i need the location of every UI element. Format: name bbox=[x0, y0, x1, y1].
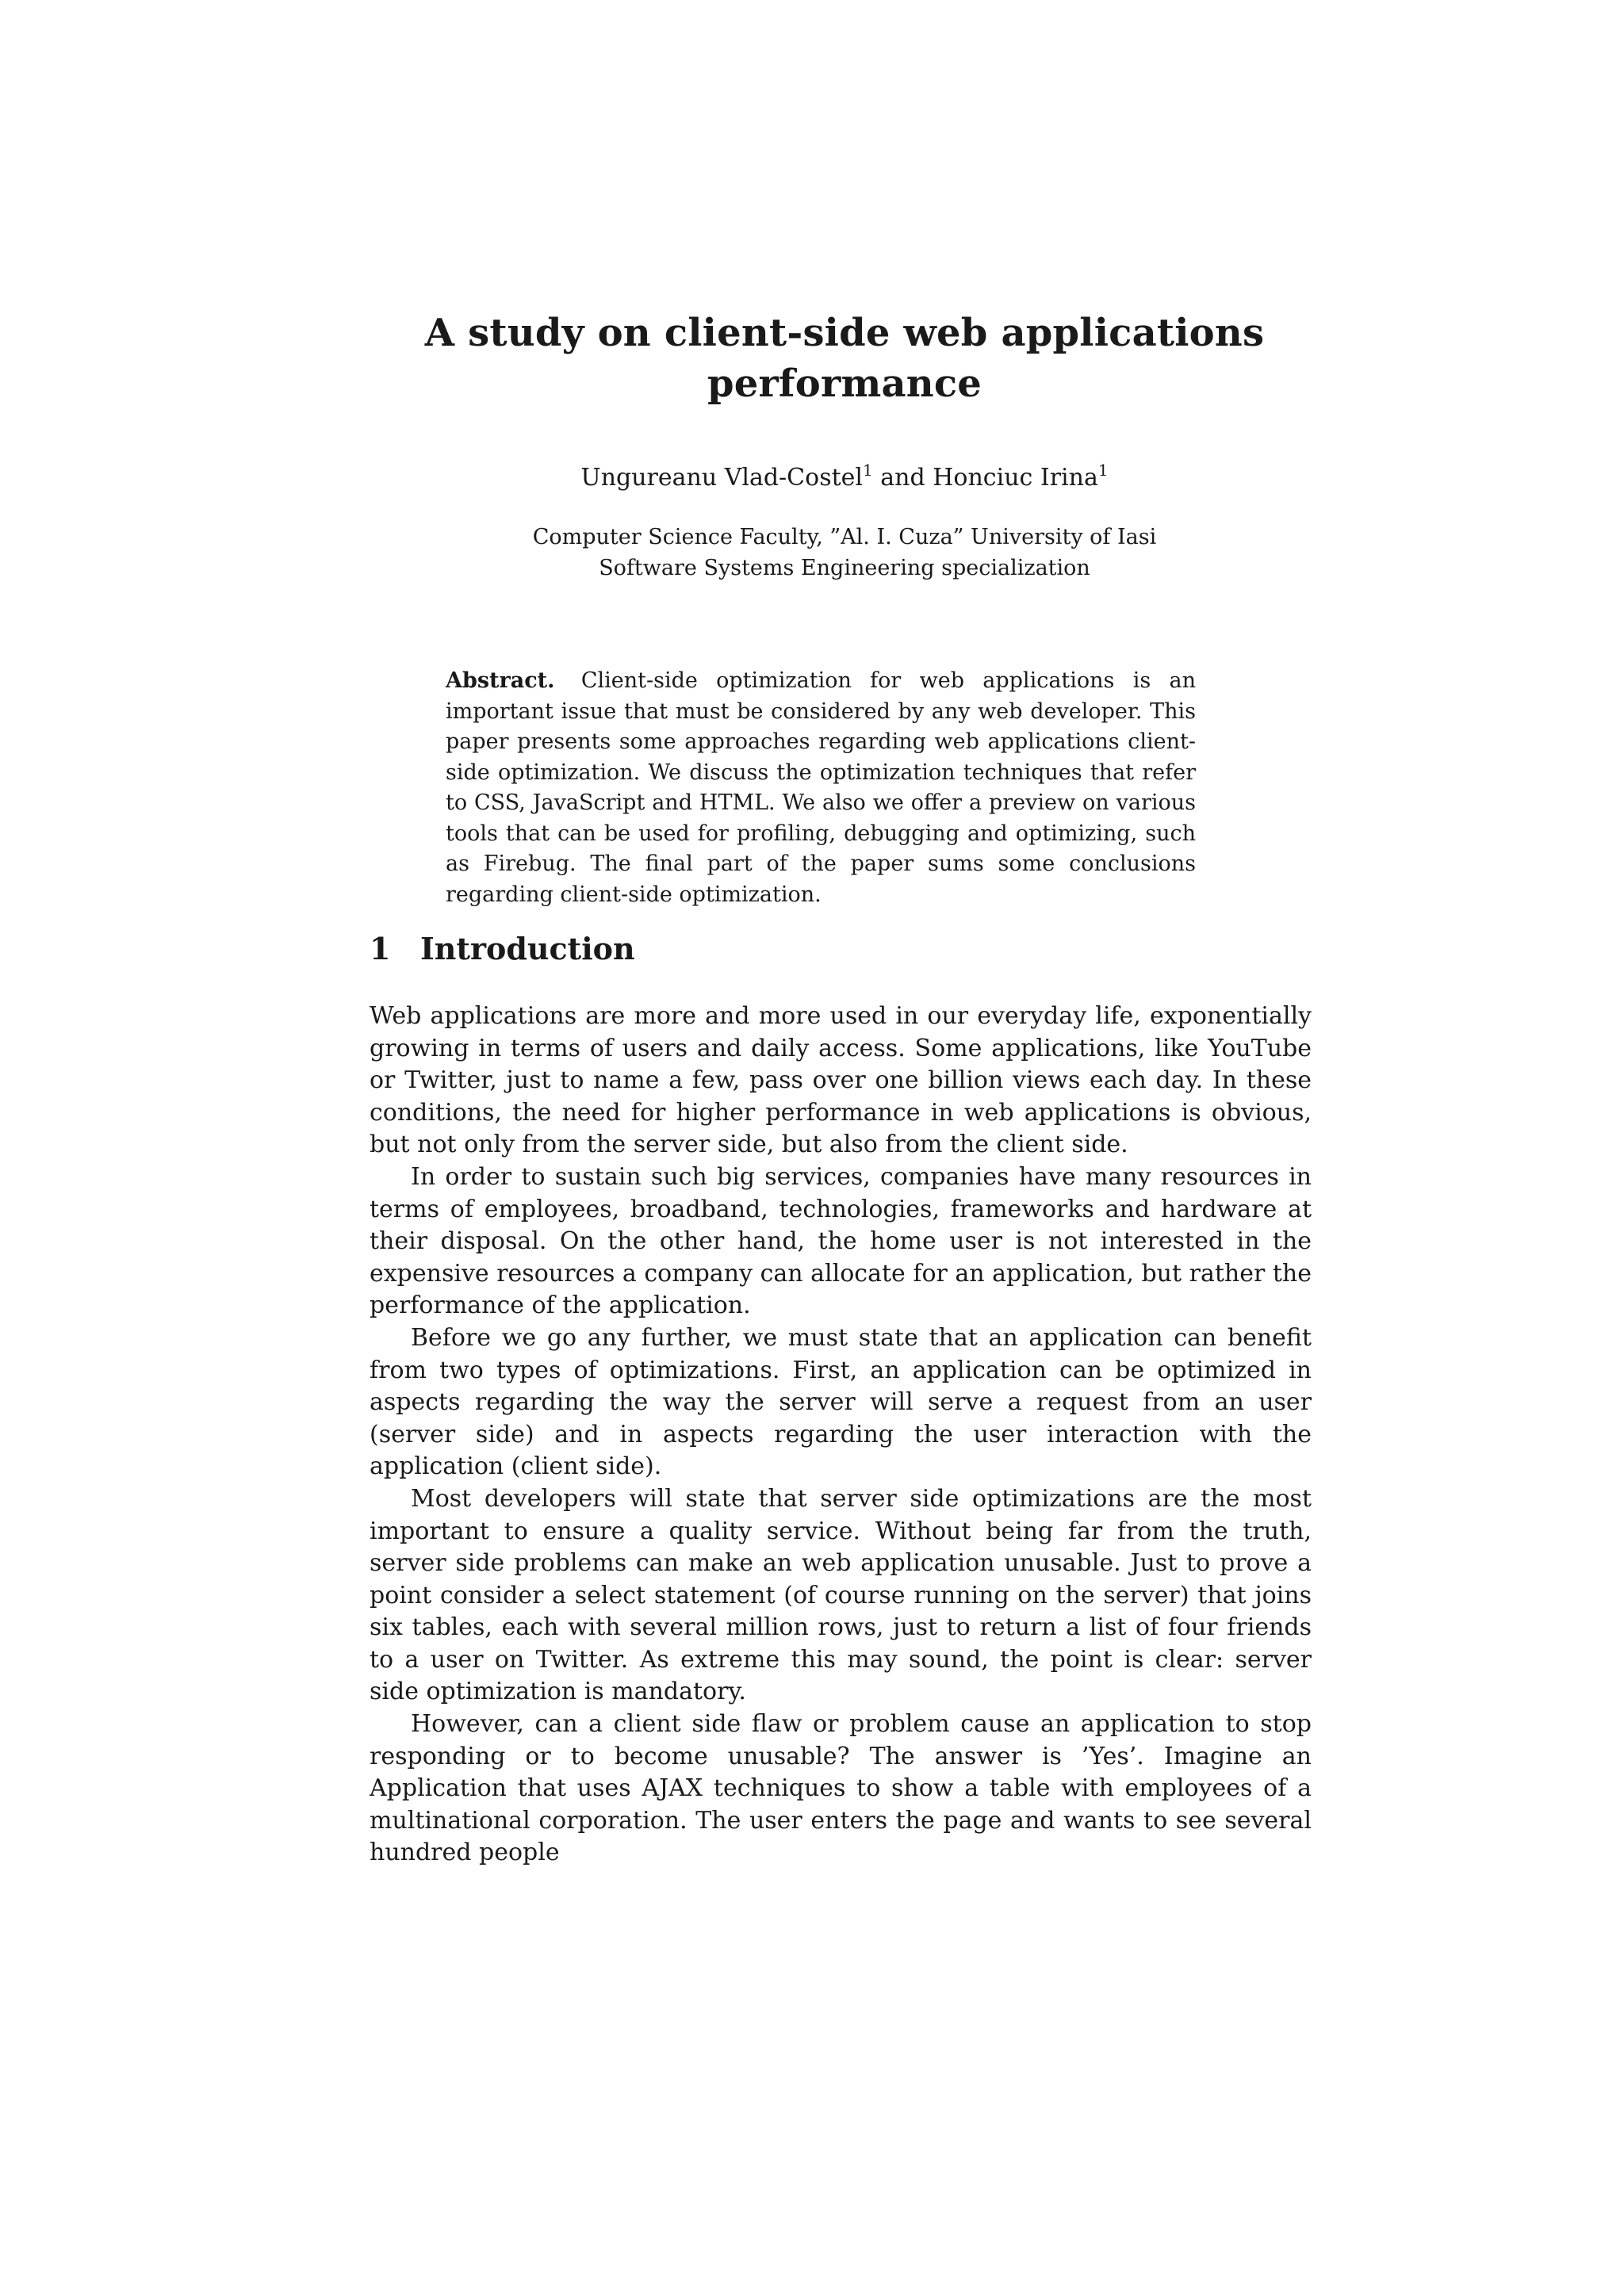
paper-title: A study on client-side web applications performance bbox=[424, 311, 1265, 406]
author-joiner: and bbox=[880, 464, 925, 492]
author-name: Honciuc Irina bbox=[933, 464, 1098, 492]
paragraph: Before we go any further, we must state that an application can benefit from two types of optimizations. First, an application can be optimized in aspects regarding the way the server will serve a request from an user (server side) and in aspects regarding the user interaction with the application (client side). bbox=[370, 1323, 1312, 1481]
paragraph: Web applications are more and more used in our everyday life, exponentially growing in terms of users and daily access. Some applications, like YouTube or Twitter, just to name a few, pass over one billion views each day. In these conditions, the need for higher performance in web applications is obvious, but not only from the server side, but also from the client side. bbox=[370, 1002, 1312, 1159]
section-body bbox=[370, 1001, 1312, 1869]
affiliation-line: Software Systems Engineering specialization bbox=[599, 556, 1090, 580]
abstract bbox=[446, 666, 1196, 910]
abstract-label: Abstract. bbox=[446, 668, 555, 693]
author-line bbox=[317, 461, 1372, 495]
affiliation-mark: 1 bbox=[1097, 461, 1109, 480]
paragraph: However, can a client side flaw or problem cause an application to stop responding or to become unusable? The answer is ’Yes’. Imagine an Application that uses AJAX techniques to show a table with employees of a multinational corporation. The user enters the page and wants to see several hundred people bbox=[370, 1710, 1312, 1867]
section-heading bbox=[370, 929, 635, 969]
paragraph: In order to sustain such big services, companies have many resources in terms of employees, broadband, technologies, frameworks and hardware at their disposal. On the other hand, the home user is not interested in the expensive resources a company can allocate for an application, but rather the performance of the application. bbox=[370, 1162, 1312, 1320]
paragraph: Most developers will state that server side optimizations are the most important to ensure a quality service. Without being far from the truth, server side problems can make an web application unusable. Just to prove a point consider a select statement (of course running on the server) that joins six tables, each with several million rows, just to return a list of four friends to a user on Twitter. As extreme this may sound, the point is clear: server side optimization is mandatory. bbox=[370, 1484, 1312, 1706]
affiliation-line: Computer Science Faculty, ”Al. I. Cuza” University of Iasi bbox=[532, 525, 1157, 549]
affiliation-block bbox=[317, 522, 1372, 584]
affiliation-mark: 1 bbox=[863, 461, 873, 480]
abstract-text: Client-side optimization for web applications is an important issue that must be considered by any web developer. This paper presents some approaches regarding web applications client-side optimization. We discuss the optimization techniques that refer to CSS, JavaScript and HTML. We also we offer a preview on various tools that can be used for profiling, debugging and optimizing, such as Firebug. The final part of the paper sums some conclusions regarding client-side optimization. bbox=[446, 668, 1196, 907]
section-number: 1 bbox=[370, 931, 391, 966]
section-title: Introduction bbox=[420, 931, 635, 966]
author-name: Ungureanu Vlad-Costel bbox=[580, 464, 863, 492]
